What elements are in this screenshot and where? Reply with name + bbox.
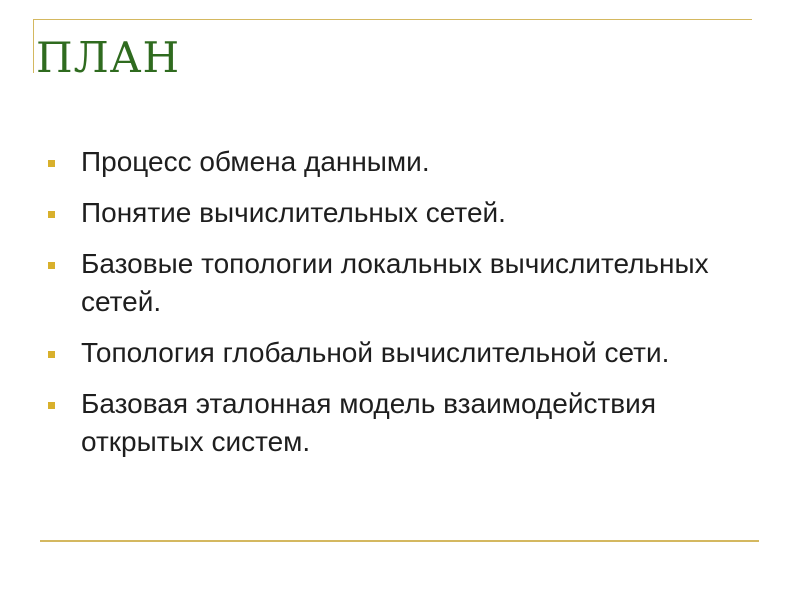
bottom-divider (40, 540, 759, 542)
list-item-text: Топология глобальной вычислительной сети. (81, 337, 670, 368)
list-item-text: Базовая эталонная модель взаимодействия открытых систем. (81, 388, 656, 457)
list-item-text: Понятие вычислительных сетей. (81, 197, 506, 228)
square-bullet-icon (48, 402, 55, 409)
square-bullet-icon (48, 211, 55, 218)
left-divider (33, 19, 34, 73)
list-item-text: Процесс обмена данными. (81, 146, 430, 177)
square-bullet-icon (48, 351, 55, 358)
square-bullet-icon (48, 262, 55, 269)
list-item (45, 194, 725, 232)
square-bullet-icon (48, 160, 55, 167)
list-item (45, 334, 725, 372)
slide-title: ПЛАН (36, 33, 181, 82)
list-item (45, 143, 725, 181)
bullet-list (45, 143, 725, 474)
list-item (45, 245, 725, 321)
list-item-text: Базовые топологии локальных вычислительных сетей. (81, 248, 709, 317)
list-item (45, 385, 725, 461)
top-divider (33, 19, 752, 20)
